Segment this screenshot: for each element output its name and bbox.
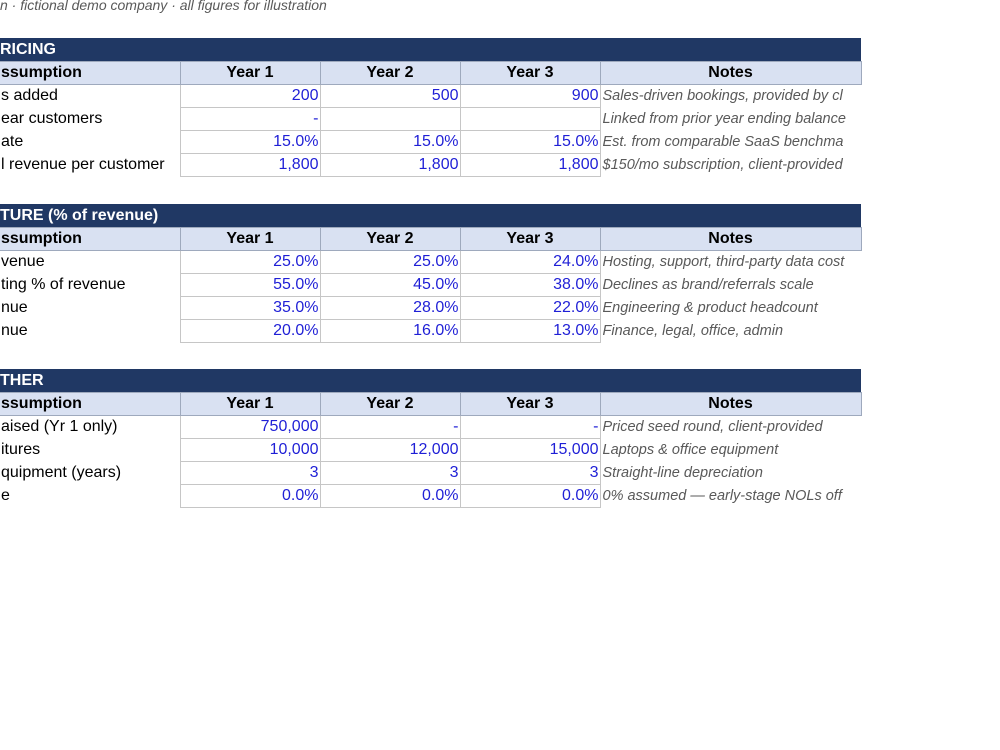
- year-2-cell[interactable]: [320, 108, 460, 131]
- year-1-cell[interactable]: 15.0%: [180, 131, 320, 154]
- row-label[interactable]: itures: [0, 439, 180, 462]
- assumptions-table: [0, 392, 862, 508]
- row-label[interactable]: aised (Yr 1 only): [0, 416, 180, 439]
- table-row: [0, 462, 861, 485]
- table-row: [0, 131, 861, 154]
- header-year-3[interactable]: Year 3: [460, 228, 600, 251]
- table-row: [0, 251, 861, 274]
- assumptions-table: [0, 227, 862, 343]
- year-1-cell[interactable]: 10,000: [180, 439, 320, 462]
- year-3-cell[interactable]: 15.0%: [460, 131, 600, 154]
- header-year-1[interactable]: Year 1: [180, 62, 320, 85]
- notes-cell[interactable]: Linked from prior year ending balance: [602, 111, 846, 127]
- year-1-cell[interactable]: 1,800: [180, 154, 320, 177]
- table-row: [0, 320, 861, 343]
- table-row: [0, 416, 861, 439]
- section-banner[interactable]: THER: [0, 369, 861, 392]
- row-label[interactable]: quipment (years): [0, 462, 180, 485]
- year-2-cell[interactable]: 28.0%: [320, 297, 460, 320]
- header-notes[interactable]: Notes: [600, 393, 861, 416]
- year-2-cell[interactable]: 25.0%: [320, 251, 460, 274]
- table-row: [0, 108, 861, 131]
- notes-cell[interactable]: Declines as brand/referrals scale: [602, 277, 814, 293]
- year-3-cell[interactable]: 15,000: [460, 439, 600, 462]
- year-1-cell[interactable]: 0.0%: [180, 485, 320, 508]
- notes-cell[interactable]: 0% assumed — early-stage NOLs off: [602, 488, 842, 504]
- row-label[interactable]: ting % of revenue: [0, 274, 180, 297]
- year-2-cell[interactable]: 500: [320, 85, 460, 108]
- year-2-cell[interactable]: 0.0%: [320, 485, 460, 508]
- year-3-cell[interactable]: -: [460, 416, 600, 439]
- row-label[interactable]: venue: [0, 251, 180, 274]
- table-row: [0, 297, 861, 320]
- header-year-2[interactable]: Year 2: [320, 62, 460, 85]
- header-assumption[interactable]: ssumption: [0, 228, 180, 251]
- year-1-cell[interactable]: 35.0%: [180, 297, 320, 320]
- year-1-cell[interactable]: 55.0%: [180, 274, 320, 297]
- year-3-cell[interactable]: 24.0%: [460, 251, 600, 274]
- cost-structure-section: [0, 204, 861, 343]
- section-banner[interactable]: RICING: [0, 38, 861, 61]
- row-label[interactable]: e: [0, 485, 180, 508]
- header-row: [0, 393, 861, 416]
- year-3-cell[interactable]: 38.0%: [460, 274, 600, 297]
- row-label[interactable]: nue: [0, 297, 180, 320]
- table-row: [0, 274, 861, 297]
- table-row: [0, 85, 861, 108]
- year-3-cell[interactable]: [460, 108, 600, 131]
- year-1-cell[interactable]: 20.0%: [180, 320, 320, 343]
- header-year-2[interactable]: Year 2: [320, 228, 460, 251]
- year-2-cell[interactable]: 15.0%: [320, 131, 460, 154]
- header-row: [0, 228, 861, 251]
- notes-cell[interactable]: Straight-line depreciation: [602, 465, 763, 481]
- header-year-3[interactable]: Year 3: [460, 393, 600, 416]
- header-assumption[interactable]: ssumption: [0, 62, 180, 85]
- year-3-cell[interactable]: 22.0%: [460, 297, 600, 320]
- notes-cell[interactable]: Sales-driven bookings, provided by cl: [602, 88, 843, 105]
- year-2-cell[interactable]: 1,800: [320, 154, 460, 177]
- year-2-cell[interactable]: -: [320, 416, 460, 439]
- row-label[interactable]: ate: [0, 131, 180, 154]
- year-3-cell[interactable]: 3: [460, 462, 600, 485]
- year-2-cell[interactable]: 12,000: [320, 439, 460, 462]
- year-2-cell[interactable]: 45.0%: [320, 274, 460, 297]
- header-year-1[interactable]: Year 1: [180, 393, 320, 416]
- notes-cell[interactable]: $150/mo subscription, client-provided: [602, 157, 843, 173]
- notes-cell[interactable]: Est. from comparable SaaS benchma: [602, 134, 844, 150]
- sheet-subtitle: n · fictional demo company · all figures for illustration: [0, 0, 327, 13]
- assumptions-table: [0, 61, 862, 177]
- header-assumption[interactable]: ssumption: [0, 393, 180, 416]
- year-1-cell[interactable]: 3: [180, 462, 320, 485]
- section-banner[interactable]: TURE (% of revenue): [0, 204, 861, 227]
- notes-cell[interactable]: Hosting, support, third-party data cost: [602, 254, 845, 271]
- pricing-section: [0, 38, 861, 177]
- notes-cell[interactable]: Finance, legal, office, admin: [602, 323, 784, 339]
- year-2-cell[interactable]: 3: [320, 462, 460, 485]
- table-row: [0, 154, 861, 177]
- year-3-cell[interactable]: 1,800: [460, 154, 600, 177]
- year-1-cell[interactable]: 750,000: [180, 416, 320, 439]
- table-row: [0, 485, 861, 508]
- year-3-cell[interactable]: 0.0%: [460, 485, 600, 508]
- row-label[interactable]: nue: [0, 320, 180, 343]
- header-year-2[interactable]: Year 2: [320, 393, 460, 416]
- year-3-cell[interactable]: 900: [460, 85, 600, 108]
- year-1-cell[interactable]: 25.0%: [180, 251, 320, 274]
- table-row: [0, 439, 861, 462]
- year-1-cell[interactable]: 200: [180, 85, 320, 108]
- notes-cell[interactable]: Priced seed round, client-provided: [602, 419, 823, 436]
- header-year-1[interactable]: Year 1: [180, 228, 320, 251]
- header-notes[interactable]: Notes: [600, 228, 861, 251]
- notes-cell[interactable]: Laptops & office equipment: [602, 442, 779, 458]
- year-2-cell[interactable]: 16.0%: [320, 320, 460, 343]
- header-row: [0, 62, 861, 85]
- year-1-cell[interactable]: -: [180, 108, 320, 131]
- row-label[interactable]: ear customers: [0, 108, 180, 131]
- header-year-3[interactable]: Year 3: [460, 62, 600, 85]
- header-notes[interactable]: Notes: [600, 62, 861, 85]
- year-3-cell[interactable]: 13.0%: [460, 320, 600, 343]
- row-label[interactable]: s added: [0, 85, 180, 108]
- notes-cell[interactable]: Engineering & product headcount: [602, 300, 818, 316]
- other-section: [0, 369, 861, 508]
- row-label[interactable]: l revenue per customer: [0, 154, 180, 177]
